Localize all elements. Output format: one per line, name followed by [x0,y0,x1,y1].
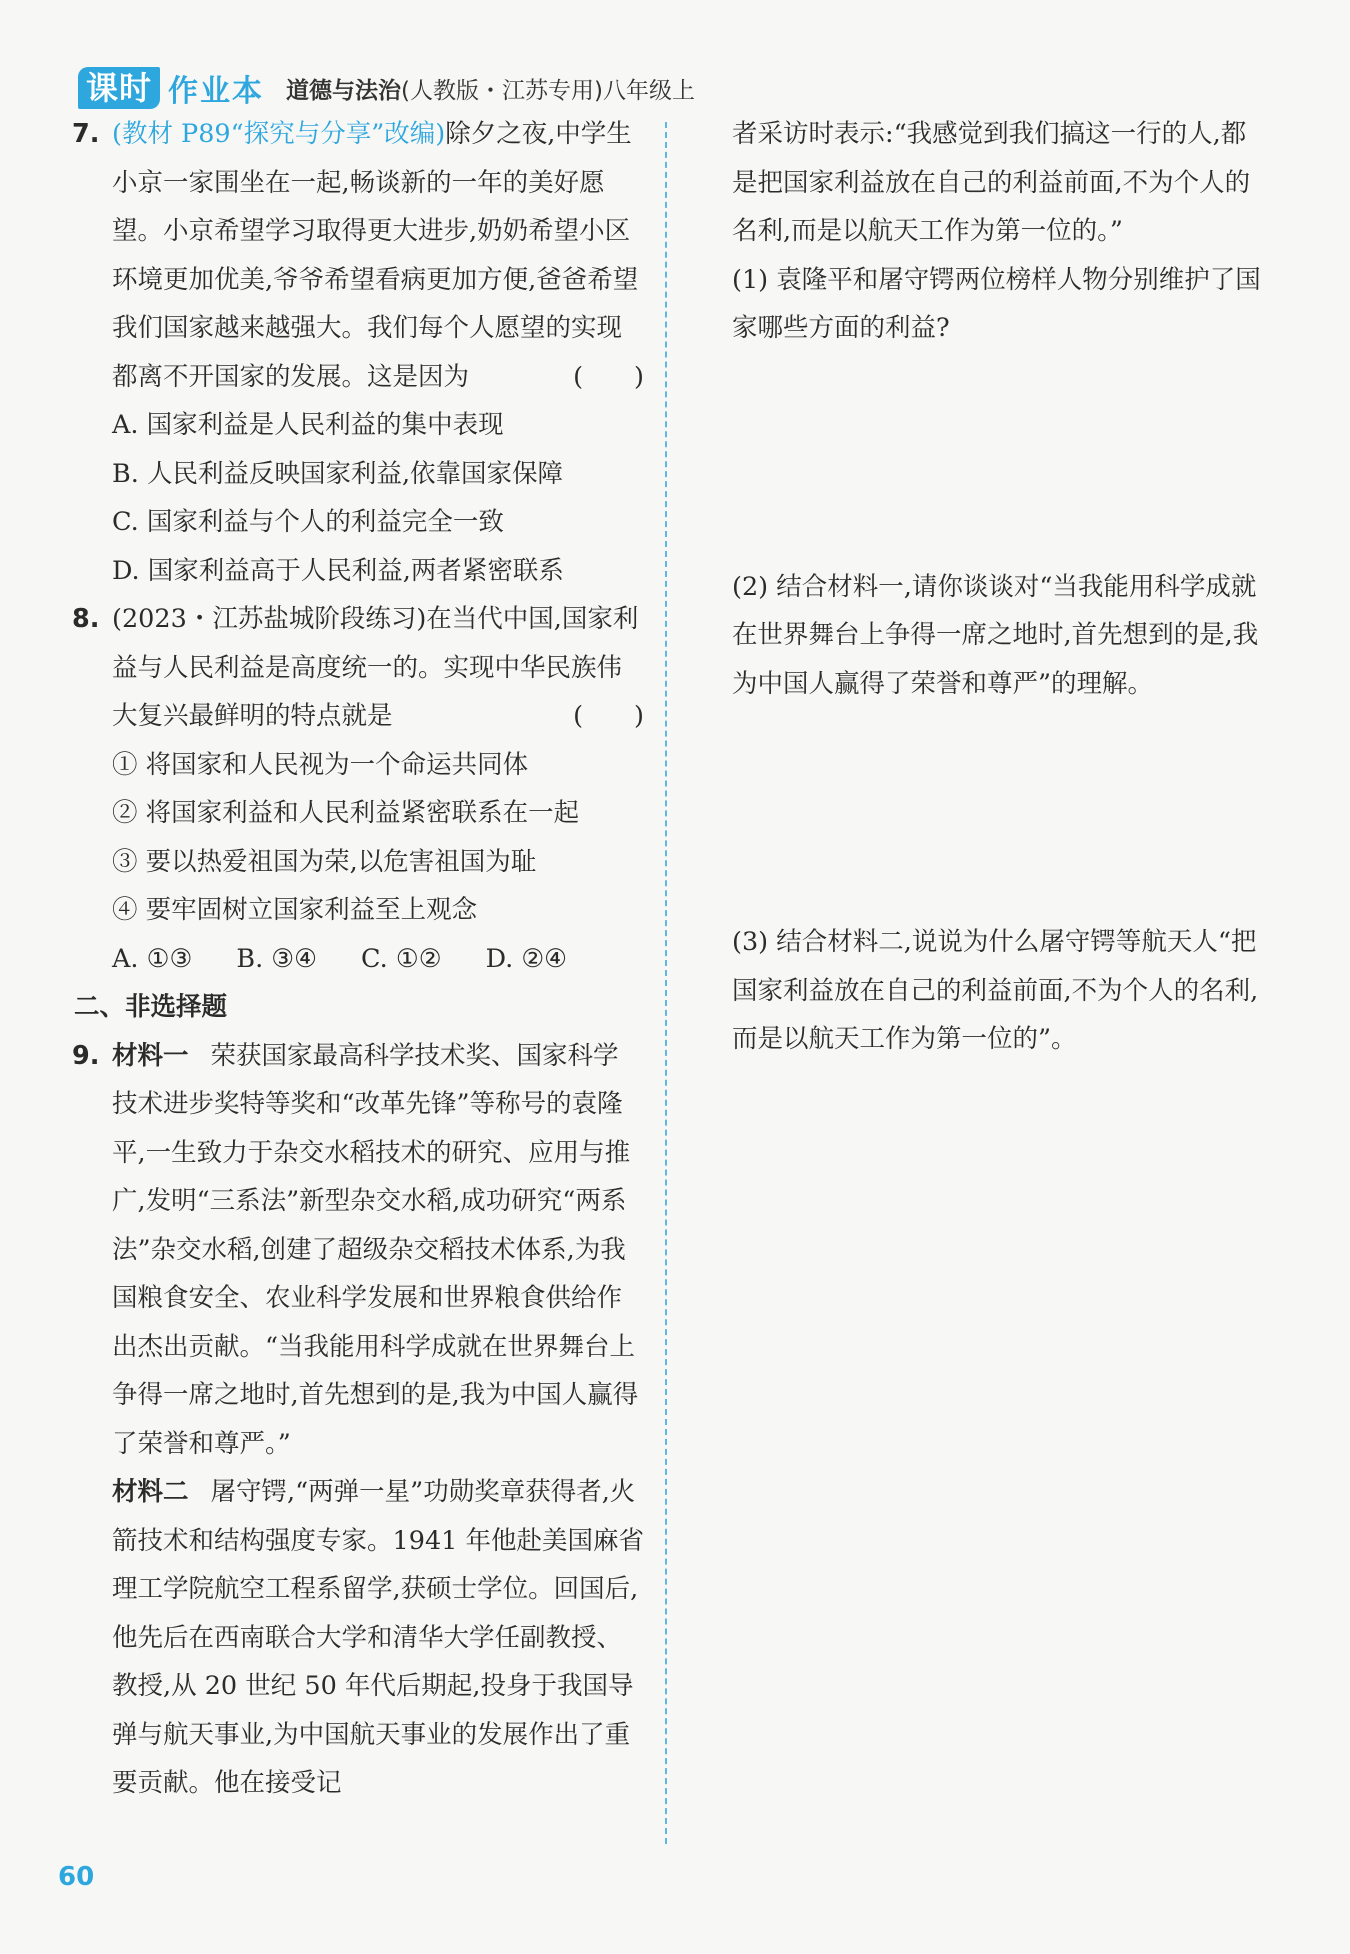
choice-c: C. ①② [361,943,442,974]
question-9 [72,1032,644,1469]
material-1-label: 材料一 [112,1040,189,1071]
option-b: B. 人民利益反映国家利益,依靠国家保障 [112,458,564,489]
material-2-continued: 者采访时表示:“我感觉到我们搞这一行的人,都是把国家利益放在自己的利益前面,不为个人的名利,而是以航天工作为第一位的。” [732,119,1251,246]
answer-paren: ( ) [573,361,644,392]
sub-question-1: (1) 袁隆平和屠守锷两位榜样人物分别维护了国家哪些方面的利益? [732,264,1261,343]
question-number: 8. [72,604,100,634]
answer-paren: ( ) [573,701,644,731]
option-d: D. 国家利益高于人民利益,两者紧密联系 [112,555,564,586]
option-c: C. 国家利益与个人的利益完全一致 [112,507,504,537]
answer-space-1 [732,353,1268,563]
option-a: A. 国家利益是人民利益的集中表现 [112,410,504,440]
brand-logo-ke: 课时 [78,67,160,109]
material-1-text: 荣获国家最高科学技术奖、国家科学技术进步奖特等奖和“改革先锋”等称号的袁隆平,一生致力于杂交水稻技术的研究、应用与推广,发明“三系法”新型杂交水稻,成功研究“两系法”杂交水稻,创建了超级杂交稻技术体系,为我国粮食安全、农业科学发展和世界粮食供给作出杰出贡献。“当我能用科学成就在世界舞台上争得一席之地时,首先想到的是,我为中国人赢得了荣誉和尊严。” [112,1040,639,1459]
question-stem: (2023・江苏盐城阶段练习)在当代中国,国家利益与人民利益是高度统一的。实现中华民族伟大复兴最鲜明的特点就是 [112,604,639,731]
material-2-text: 屠守锷,“两弹一星”功勋奖章获得者,火箭技术和结构强度专家。1941 年他赴美国麻省理工学院航空工程系留学,获硕士学位。回国后,他先后在西南联合大学和清华大学任副教授、教授,从 20 世纪 50 年代后期起,投身于我国导弹与航天事业,为中国航天事业的发展作出了重要贡献。他在接受记 [112,1477,645,1798]
choice-d: D. ②④ [485,943,568,974]
edition-label: (人教版・江苏专用)八年级上 [401,77,695,104]
statement-1: ① 将国家和人民视为一个命运共同体 [112,749,529,780]
left-column [72,110,644,1808]
statement-2: ② 将国家利益和人民利益紧密联系在一起 [112,798,580,828]
page-number: 60 [58,1862,95,1892]
statement-3: ③ 要以热爱祖国为荣,以危害祖国为耻 [112,846,537,877]
question-stem: 除夕之夜,中学生小京一家围坐在一起,畅谈新的一年的美好愿望。小京希望学习取得更大进步,奶奶希望小区环境更加优美,爷爷希望看病更加方便,爸爸希望我们国家越来越强大。我们每个人愿望的实现都离不开国家的发展。这是因为 [112,119,639,392]
choice-row [72,935,644,984]
choice-b: B. ③④ [236,943,318,974]
material-2 [72,1468,644,1808]
choice-a: A. ①③ [112,943,193,974]
brand-logo-book: 作业本 [168,74,265,109]
question-8 [72,595,644,741]
question-7 [72,110,644,401]
material-2-label: 材料二 [112,1477,189,1507]
sub-question-2: (2) 结合材料一,请你谈谈对“当我能用科学成就在世界舞台上争得一席之地时,首先想到的是,我为中国人赢得了荣誉和尊严”的理解。 [732,571,1259,699]
right-column [732,110,1268,1064]
column-divider [665,122,667,1844]
statement-4: ④ 要牢固树立国家利益至上观念 [112,895,478,925]
question-number: 7. [72,119,100,149]
question-number: 9. [72,1040,100,1071]
subject-title: 道德与法治 [286,77,402,104]
sub-question-3: (3) 结合材料二,说说为什么屠守锷等航天人“把国家利益放在自己的利益前面,不为个人的名利,而是以航天工作为第一位的”。 [732,927,1259,1054]
answer-space-2 [732,708,1268,918]
section-heading: 二、非选择题 [74,992,228,1022]
page-header [78,66,695,110]
question-source: (教材 P89“探究与分享”改编) [112,119,446,149]
